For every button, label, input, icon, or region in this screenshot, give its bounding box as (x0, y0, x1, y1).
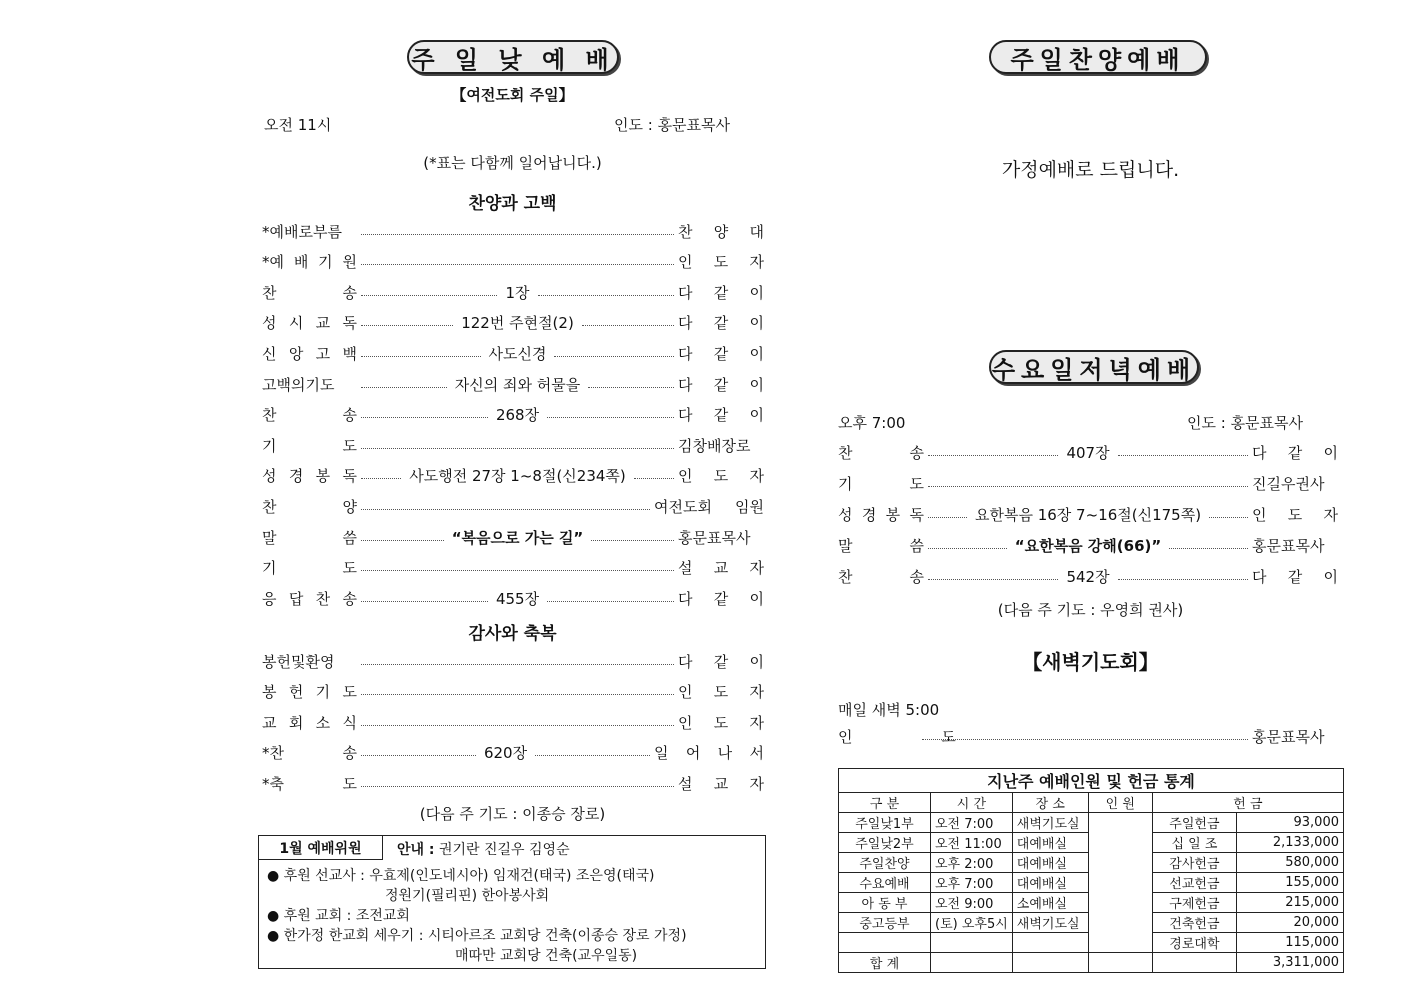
praise-service-title: 주일찬양예배 (989, 40, 1207, 74)
service-time: 오전 11:00 (931, 833, 1013, 853)
service-attendance (1088, 893, 1152, 913)
offering-name: 주일헌금 (1152, 813, 1236, 833)
service-time: 오후 7:00 (931, 873, 1013, 893)
dawn-prayer-title: 【새벽기도회】 (1022, 650, 1159, 674)
service-place: 새벽기도실 (1012, 813, 1088, 833)
service-attendance (1088, 853, 1152, 873)
order-label: 성 경 봉 독 (838, 505, 924, 524)
order-detail: “복음으로 가는 길” (451, 528, 584, 547)
order-detail: 620장 (483, 744, 528, 763)
service-place (1012, 933, 1088, 953)
praise-service-note: 가정예배로 드립니다. (1001, 159, 1180, 181)
order-detail: 자신의 죄와 허물을 (454, 375, 581, 394)
service-place: 대예배실 (1012, 853, 1088, 873)
order-row (838, 565, 1338, 589)
committee-line-1: ● 후원 선교사 : 우효제(인도네시아) 임재건(태국) 조은영(태국) (267, 868, 655, 884)
order-label: 기 도 (262, 436, 357, 455)
stats-row (839, 853, 1344, 873)
section-praise-confession: 찬양과 고백 (468, 194, 557, 214)
order-row (262, 556, 764, 580)
order-label: *축 도 (262, 774, 357, 793)
wednesday-next-prayer: (다음 주 기도 : 우영희 권사) (997, 601, 1184, 619)
order-detail: 요한복음 16장 7~16절(신175쪽) (974, 505, 1202, 524)
order-performer: 인 도 자 (1252, 505, 1339, 524)
order-row (262, 771, 764, 795)
offering-name: 구제헌금 (1152, 893, 1236, 913)
stats-title: 지난주 예배인원 및 헌금 통계 (839, 769, 1344, 793)
wednesday-leader: 인도 : 홍문표목사 (1187, 414, 1304, 432)
service-name: 중고등부 (839, 913, 931, 933)
order-detail: 268장 (495, 406, 540, 425)
order-label: *예배로부름 (262, 222, 342, 241)
order-row (262, 433, 764, 457)
order-label: *찬 송 (262, 744, 357, 763)
order-label: 응 답 찬 송 (262, 589, 357, 608)
committee-line-3: ● 후원 교회 : 조전교회 (267, 908, 410, 924)
order-detail: 455장 (495, 589, 540, 608)
order-label: 교 회 소 식 (262, 713, 357, 732)
service-time: 오전 9:00 (931, 893, 1013, 913)
committee-box (258, 835, 766, 969)
order-label: 봉헌및환영 (262, 652, 335, 671)
sunday-service-time: 오전 11시 (264, 116, 332, 134)
order-row (838, 534, 1338, 558)
header-attendance: 인 원 (1088, 793, 1152, 813)
guide-label: 안내 : (397, 842, 435, 858)
order-performer: 홍문표목사 (678, 528, 751, 547)
service-name: 주일낮1부 (839, 813, 931, 833)
service-time: 오전 7:00 (931, 813, 1013, 833)
sunday-service-leader: 인도 : 홍문표목사 (614, 116, 731, 134)
service-time: 오후 2:00 (931, 853, 1013, 873)
service-name: 수요예배 (839, 873, 931, 893)
order-row (262, 586, 764, 610)
section-thanks-blessing: 감사와 축복 (468, 624, 557, 644)
dawn-label: 인 도 (838, 727, 998, 746)
order-label: 고백의기도 (262, 375, 335, 394)
order-label: 말 씀 (262, 528, 357, 547)
order-row (838, 440, 1338, 464)
order-performer: 일 어 나 서 (654, 744, 764, 763)
order-detail: 사도행전 27장 1~8절(신234쪽) (409, 467, 626, 486)
order-performer: 다 같 이 (678, 589, 764, 608)
order-row (262, 219, 764, 243)
header-time: 시 간 (931, 793, 1013, 813)
service-name: 주일찬양 (839, 853, 931, 873)
offering-name: 경로대학 (1152, 933, 1236, 953)
committee-line-4: ● 한가정 한교회 세우기 : 시티아르조 교회당 건축(이종승 장로 가정) (267, 928, 687, 944)
service-attendance (1088, 933, 1152, 953)
order-detail: 542장 (1066, 568, 1110, 587)
order-label: 성 시 교 독 (262, 314, 357, 333)
order-row (262, 250, 764, 274)
order-row (262, 680, 764, 704)
service-attendance (1088, 873, 1152, 893)
service-name: 아 동 부 (839, 893, 931, 913)
order-performer: 찬 양 대 (678, 222, 764, 241)
order-label: 찬 송 (262, 283, 357, 302)
order-row (262, 710, 764, 734)
order-detail: “요한복음 강해(66)” (1014, 537, 1162, 556)
stats-row (839, 913, 1344, 933)
order-detail: 122번 주현절(2) (461, 314, 574, 333)
order-label: 찬 양 (262, 497, 357, 516)
offering-name: 건축헌금 (1152, 913, 1236, 933)
order-performer: 다 같 이 (678, 406, 764, 425)
service-place: 새벽기도실 (1012, 913, 1088, 933)
order-performer: 김창배장로 (678, 436, 751, 455)
dawn-leader: 홍문표목사 (1252, 727, 1325, 746)
wednesday-service-title: 수요일저녁예배 (989, 350, 1199, 384)
order-detail: 사도신경 (488, 344, 547, 363)
order-label: 말 씀 (838, 537, 924, 556)
order-row (262, 464, 764, 488)
dawn-prayer-time: 매일 새벽 5:00 (838, 701, 940, 719)
order-performer: 설 교 자 (678, 559, 764, 578)
offering-amount: 20,000 (1237, 913, 1344, 933)
order-label: 성 경 봉 독 (262, 467, 357, 486)
offering-name: 십 일 조 (1152, 833, 1236, 853)
stats-row (839, 813, 1344, 833)
order-label: *예 배 기 원 (262, 253, 357, 272)
service-place: 소예배실 (1012, 893, 1088, 913)
order-label: 기 도 (262, 559, 357, 578)
order-performer: 다 같 이 (678, 283, 765, 302)
offering-amount: 155,000 (1237, 873, 1344, 893)
service-name: 주일낮2부 (839, 833, 931, 853)
stats-row (839, 833, 1344, 853)
order-row (262, 649, 764, 673)
header-place: 장 소 (1012, 793, 1088, 813)
stand-note: (*표는 다함께 일어납니다.) (423, 154, 602, 172)
offering-amount: 2,133,000 (1237, 833, 1344, 853)
total-label: 합 계 (839, 953, 931, 973)
order-performer: 다 같 이 (678, 652, 764, 671)
service-time: (토) 오후5시 (931, 913, 1013, 933)
order-row (262, 525, 764, 549)
order-performer: 다 같 이 (678, 344, 764, 363)
order-row (262, 311, 764, 335)
offering-amount: 580,000 (1237, 853, 1344, 873)
order-row (838, 502, 1338, 526)
service-place: 대예배실 (1012, 873, 1088, 893)
sunday-service-title: 주 일 낮 예 배 (407, 40, 619, 74)
offering-amount: 93,000 (1237, 813, 1344, 833)
total-amount: 3,311,000 (1237, 953, 1344, 973)
order-row (262, 341, 764, 365)
order-row (262, 280, 764, 304)
order-row (262, 403, 764, 427)
service-name (839, 933, 931, 953)
committee-guide (397, 839, 570, 859)
order-performer: 다 같 이 (1252, 568, 1338, 587)
order-performer: 다 같 이 (678, 375, 764, 394)
order-label: 찬 송 (838, 443, 924, 462)
service-attendance (1088, 813, 1152, 833)
order-performer: 여전도회 임원 (654, 497, 764, 516)
stats-row (839, 893, 1344, 913)
order-detail: 1장 (505, 283, 530, 302)
order-label: 찬 송 (838, 568, 924, 587)
order-row (262, 741, 764, 765)
order-label: 봉 헌 기 도 (262, 683, 357, 702)
guide-names: 권기란 진길우 김영순 (438, 842, 570, 858)
stats-row (839, 933, 1344, 953)
stats-header-row (839, 793, 1344, 813)
header-offering: 헌 금 (1152, 793, 1343, 813)
sunday-service-subtitle: 【여전도회 주일】 (451, 86, 574, 104)
stats-table (838, 768, 1344, 973)
order-row (838, 471, 1338, 495)
service-attendance (1088, 913, 1152, 933)
order-performer: 설 교 자 (678, 774, 764, 793)
order-detail: 407장 (1066, 443, 1110, 462)
sunday-next-prayer: (다음 주 기도 : 이종승 장로) (419, 805, 606, 823)
service-time (931, 933, 1013, 953)
offering-amount: 215,000 (1237, 893, 1344, 913)
order-label: 신 앙 고 백 (262, 344, 357, 363)
order-performer: 인 도 자 (678, 467, 765, 486)
offering-name: 감사헌금 (1152, 853, 1236, 873)
stats-row (839, 873, 1344, 893)
committee-line-2: 정원기(필리핀) 한아봉사회 (385, 888, 550, 904)
order-performer: 다 같 이 (678, 314, 765, 333)
order-performer: 진길우권사 (1252, 474, 1325, 493)
service-place: 대예배실 (1012, 833, 1088, 853)
offering-name: 선교헌금 (1152, 873, 1236, 893)
order-row (262, 494, 764, 518)
header-category: 구 분 (839, 793, 931, 813)
order-row (262, 372, 764, 396)
committee-header: 1월 예배위원 (259, 836, 383, 860)
stats-total-row (839, 953, 1344, 973)
committee-line-5: 매따만 교회당 건축(교우일동) (455, 948, 638, 964)
order-performer: 다 같 이 (1252, 443, 1338, 462)
order-performer: 인 도 자 (678, 713, 764, 732)
order-performer: 인 도 자 (678, 253, 764, 272)
order-performer: 홍문표목사 (1252, 537, 1325, 556)
order-label: 기 도 (838, 474, 924, 493)
dawn-prayer-row (838, 724, 1338, 748)
wednesday-time: 오후 7:00 (838, 414, 906, 432)
offering-amount: 115,000 (1237, 933, 1344, 953)
order-performer: 인 도 자 (678, 683, 764, 702)
service-attendance (1088, 833, 1152, 853)
order-label: 찬 송 (262, 406, 357, 425)
